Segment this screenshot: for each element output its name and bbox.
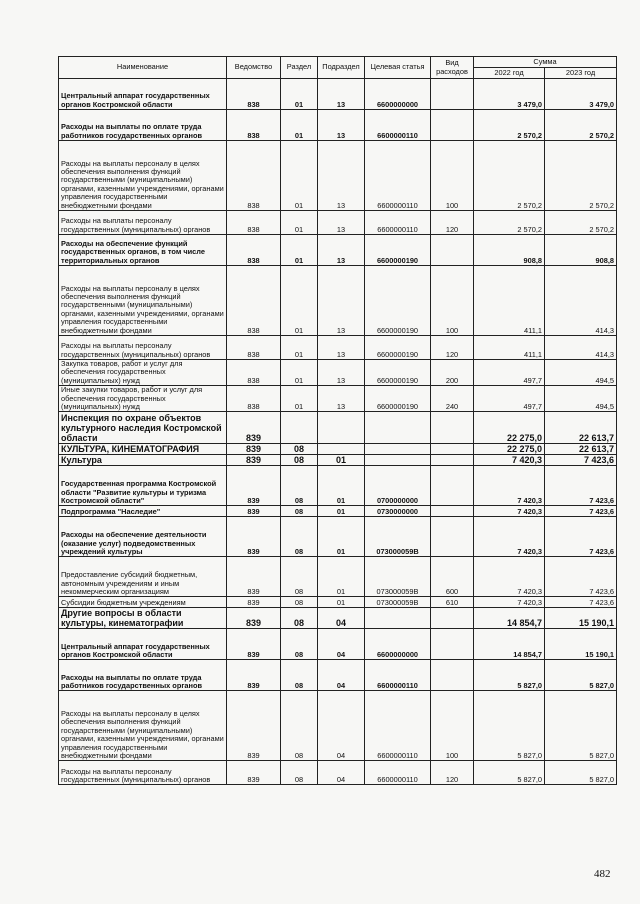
cell-sum-2023: 7 423,6: [545, 517, 617, 557]
cell-vedomstvo: 839: [227, 660, 281, 691]
cell-name: Центральный аппарат государственных органов Костромской области: [59, 629, 227, 660]
cell-sum-2023: 2 570,2: [545, 110, 617, 141]
cell-name: Расходы на выплаты персоналу в целях обеспечения выполнения функций государственными (муниципальными) органами, казенными учреждениями, органами управления государственными внебюджетными фондами: [59, 141, 227, 211]
cell-name: Предоставление субсидий бюджетным, автономным учреждениям и иным некоммерческим организациям: [59, 557, 227, 597]
cell-name: Иные закупки товаров, работ и услуг для обеспечения государственных (муниципальных) нужд: [59, 386, 227, 412]
cell-sum-2023: 5 827,0: [545, 660, 617, 691]
budget-table: [58, 56, 617, 785]
cell-podrazdel: 13: [318, 211, 365, 235]
cell-sum-2023: 22 613,7: [545, 412, 617, 444]
cell-sum-2023: 3 479,0: [545, 79, 617, 110]
cell-vedomstvo: 839: [227, 597, 281, 608]
header-year-2023: 2023 год: [545, 68, 617, 79]
table-row: [59, 455, 617, 466]
cell-sum-2022: 7 420,3: [474, 455, 545, 466]
header-podrazdel: Подраздел: [318, 57, 365, 79]
cell-sum-2022: 497,7: [474, 360, 545, 386]
cell-podrazdel: 13: [318, 336, 365, 360]
cell-sum-2022: 7 420,3: [474, 466, 545, 506]
cell-sum-2023: 15 190,1: [545, 608, 617, 629]
page-number: 482: [594, 868, 611, 880]
cell-celevaya-statya: 073000059В: [365, 517, 431, 557]
cell-name: Культура: [59, 455, 227, 466]
cell-name: Государственная программа Костромской области "Развитие культуры и туризма Костромской области": [59, 466, 227, 506]
cell-celevaya-statya: 073000059В: [365, 557, 431, 597]
table-row: [59, 608, 617, 629]
cell-celevaya-statya: 6600000190: [365, 386, 431, 412]
table-row: [59, 506, 617, 517]
table-row: [59, 386, 617, 412]
cell-vid-rashodov: 240: [431, 386, 474, 412]
cell-celevaya-statya: [365, 412, 431, 444]
cell-vid-rashodov: [431, 79, 474, 110]
cell-razdel: 08: [281, 455, 318, 466]
table-row: [59, 141, 617, 211]
cell-celevaya-statya: 6600000110: [365, 141, 431, 211]
cell-celevaya-statya: [365, 608, 431, 629]
cell-sum-2023: 5 827,0: [545, 761, 617, 785]
cell-vedomstvo: 838: [227, 336, 281, 360]
cell-name: Расходы на выплаты по оплате труда работников государственных органов: [59, 660, 227, 691]
cell-sum-2022: 3 479,0: [474, 79, 545, 110]
cell-celevaya-statya: 6600000110: [365, 761, 431, 785]
cell-sum-2022: 14 854,7: [474, 608, 545, 629]
header-razdel: Раздел: [281, 57, 318, 79]
cell-name: Расходы на выплаты по оплате труда работников государственных органов: [59, 110, 227, 141]
table-row: [59, 79, 617, 110]
cell-podrazdel: [318, 444, 365, 455]
cell-vedomstvo: 839: [227, 506, 281, 517]
cell-podrazdel: 13: [318, 79, 365, 110]
cell-vedomstvo: 839: [227, 455, 281, 466]
cell-podrazdel: [318, 412, 365, 444]
cell-vid-rashodov: 200: [431, 360, 474, 386]
cell-sum-2023: 15 190,1: [545, 629, 617, 660]
cell-name: Расходы на обеспечение деятельности (оказание услуг) подведомственных учреждений культуры: [59, 517, 227, 557]
cell-podrazdel: 01: [318, 466, 365, 506]
header-year-2022: 2022 год: [474, 68, 545, 79]
cell-vedomstvo: 838: [227, 266, 281, 336]
cell-sum-2023: 22 613,7: [545, 444, 617, 455]
cell-celevaya-statya: 0700000000: [365, 466, 431, 506]
cell-vedomstvo: 838: [227, 386, 281, 412]
cell-podrazdel: 01: [318, 455, 365, 466]
cell-celevaya-statya: 6600000000: [365, 629, 431, 660]
cell-vid-rashodov: [431, 517, 474, 557]
cell-podrazdel: 04: [318, 761, 365, 785]
cell-sum-2022: 5 827,0: [474, 660, 545, 691]
cell-razdel: 08: [281, 597, 318, 608]
cell-podrazdel: 13: [318, 266, 365, 336]
cell-vid-rashodov: [431, 629, 474, 660]
table-row: [59, 517, 617, 557]
cell-podrazdel: 04: [318, 691, 365, 761]
cell-sum-2023: 494,5: [545, 360, 617, 386]
cell-celevaya-statya: 6600000190: [365, 235, 431, 266]
cell-vid-rashodov: 120: [431, 211, 474, 235]
header-celevaya-statya: Целевая статья: [365, 57, 431, 79]
cell-celevaya-statya: 6600000110: [365, 660, 431, 691]
table-row: [59, 336, 617, 360]
cell-sum-2022: 2 570,2: [474, 110, 545, 141]
cell-podrazdel: 04: [318, 660, 365, 691]
cell-celevaya-statya: [365, 444, 431, 455]
cell-sum-2022: 22 275,0: [474, 444, 545, 455]
table-row: [59, 597, 617, 608]
cell-celevaya-statya: 6600000190: [365, 266, 431, 336]
cell-vid-rashodov: 600: [431, 557, 474, 597]
cell-sum-2022: 2 570,2: [474, 211, 545, 235]
table-row: [59, 629, 617, 660]
cell-podrazdel: 01: [318, 557, 365, 597]
cell-podrazdel: 13: [318, 235, 365, 266]
cell-sum-2022: 411,1: [474, 336, 545, 360]
cell-vid-rashodov: [431, 466, 474, 506]
table-row: [59, 235, 617, 266]
table-row: [59, 761, 617, 785]
cell-name: Инспекция по охране объектов культурного наследия Костромской области: [59, 412, 227, 444]
cell-celevaya-statya: 6600000190: [365, 336, 431, 360]
cell-podrazdel: 13: [318, 360, 365, 386]
cell-celevaya-statya: 0730000000: [365, 506, 431, 517]
cell-vedomstvo: 839: [227, 517, 281, 557]
cell-sum-2022: 411,1: [474, 266, 545, 336]
cell-sum-2023: 494,5: [545, 386, 617, 412]
cell-name: Закупка товаров, работ и услуг для обеспечения государственных (муниципальных) нужд: [59, 360, 227, 386]
cell-name: Другие вопросы в области культуры, кинематографии: [59, 608, 227, 629]
cell-vedomstvo: 838: [227, 110, 281, 141]
table-row: [59, 660, 617, 691]
cell-podrazdel: 01: [318, 517, 365, 557]
cell-vid-rashodov: 100: [431, 141, 474, 211]
cell-razdel: 01: [281, 266, 318, 336]
cell-celevaya-statya: 6600000110: [365, 691, 431, 761]
cell-sum-2022: 908,8: [474, 235, 545, 266]
table-row: [59, 691, 617, 761]
cell-podrazdel: 04: [318, 608, 365, 629]
table-body: [59, 79, 617, 785]
cell-razdel: 08: [281, 761, 318, 785]
cell-sum-2023: 7 423,6: [545, 557, 617, 597]
table-row: [59, 444, 617, 455]
cell-sum-2022: 22 275,0: [474, 412, 545, 444]
cell-name: Расходы на выплаты персоналу в целях обеспечения выполнения функций государственными (муниципальными) органами, казенными учреждениями, органами управления государственными внебюджетными фондами: [59, 691, 227, 761]
cell-sum-2022: 2 570,2: [474, 141, 545, 211]
cell-razdel: 08: [281, 557, 318, 597]
cell-sum-2023: 7 423,6: [545, 506, 617, 517]
cell-sum-2022: 7 420,3: [474, 517, 545, 557]
cell-razdel: 01: [281, 235, 318, 266]
cell-sum-2022: 14 854,7: [474, 629, 545, 660]
cell-podrazdel: 04: [318, 629, 365, 660]
cell-sum-2023: 7 423,6: [545, 455, 617, 466]
cell-vid-rashodov: 120: [431, 761, 474, 785]
cell-razdel: 01: [281, 211, 318, 235]
cell-podrazdel: 13: [318, 141, 365, 211]
cell-vid-rashodov: [431, 110, 474, 141]
cell-razdel: 08: [281, 691, 318, 761]
cell-sum-2022: 7 420,3: [474, 597, 545, 608]
cell-name: Расходы на выплаты персоналу государственных (муниципальных) органов: [59, 761, 227, 785]
cell-vedomstvo: 839: [227, 557, 281, 597]
cell-podrazdel: 01: [318, 597, 365, 608]
header-vid-rashodov: Вид расходов: [431, 57, 474, 79]
cell-sum-2023: 2 570,2: [545, 141, 617, 211]
table-row: [59, 211, 617, 235]
cell-vedomstvo: 839: [227, 629, 281, 660]
cell-podrazdel: 13: [318, 386, 365, 412]
cell-vedomstvo: 839: [227, 761, 281, 785]
cell-razdel: 01: [281, 141, 318, 211]
cell-sum-2023: 908,8: [545, 235, 617, 266]
table-row: [59, 466, 617, 506]
cell-vid-rashodov: [431, 506, 474, 517]
cell-sum-2023: 7 423,6: [545, 597, 617, 608]
header-vedomstvo: Ведомство: [227, 57, 281, 79]
cell-razdel: 01: [281, 336, 318, 360]
cell-vid-rashodov: [431, 660, 474, 691]
cell-sum-2023: 2 570,2: [545, 211, 617, 235]
cell-razdel: 08: [281, 466, 318, 506]
cell-celevaya-statya: 6600000190: [365, 360, 431, 386]
cell-vedomstvo: 839: [227, 466, 281, 506]
cell-vid-rashodov: [431, 608, 474, 629]
cell-sum-2023: 414,3: [545, 336, 617, 360]
cell-vedomstvo: 839: [227, 691, 281, 761]
table-row: [59, 412, 617, 444]
cell-vid-rashodov: 610: [431, 597, 474, 608]
cell-name: Субсидии бюджетным учреждениям: [59, 597, 227, 608]
cell-name: Расходы на выплаты персоналу государственных (муниципальных) органов: [59, 211, 227, 235]
cell-vid-rashodov: 100: [431, 266, 474, 336]
cell-vedomstvo: 838: [227, 235, 281, 266]
cell-razdel: 08: [281, 629, 318, 660]
cell-razdel: 08: [281, 444, 318, 455]
cell-vedomstvo: 839: [227, 412, 281, 444]
cell-vedomstvo: 838: [227, 141, 281, 211]
cell-vedomstvo: 838: [227, 211, 281, 235]
cell-razdel: 08: [281, 506, 318, 517]
cell-celevaya-statya: 6600000000: [365, 79, 431, 110]
cell-sum-2023: 414,3: [545, 266, 617, 336]
cell-name: Центральный аппарат государственных органов Костромской области: [59, 79, 227, 110]
cell-vid-rashodov: 120: [431, 336, 474, 360]
cell-vid-rashodov: [431, 412, 474, 444]
cell-sum-2022: 5 827,0: [474, 761, 545, 785]
cell-razdel: 01: [281, 110, 318, 141]
cell-name: Расходы на обеспечение функций государственных органов, в том числе территориальных органов: [59, 235, 227, 266]
header-name: Наименование: [59, 57, 227, 79]
header-summa: Сумма: [474, 57, 617, 68]
cell-celevaya-statya: 6600000110: [365, 211, 431, 235]
cell-razdel: 08: [281, 660, 318, 691]
cell-name: Расходы на выплаты персоналу в целях обеспечения выполнения функций государственными (муниципальными) органами, казенными учреждениями, органами управления государственными внебюджетными фондами: [59, 266, 227, 336]
cell-vid-rashodov: [431, 235, 474, 266]
cell-celevaya-statya: 6600000110: [365, 110, 431, 141]
cell-sum-2023: 5 827,0: [545, 691, 617, 761]
cell-vid-rashodov: [431, 455, 474, 466]
table-row: [59, 360, 617, 386]
cell-celevaya-statya: 073000059В: [365, 597, 431, 608]
cell-podrazdel: 13: [318, 110, 365, 141]
cell-sum-2022: 7 420,3: [474, 557, 545, 597]
cell-razdel: 01: [281, 386, 318, 412]
table-row: [59, 266, 617, 336]
cell-sum-2023: 7 423,6: [545, 466, 617, 506]
cell-vedomstvo: 838: [227, 79, 281, 110]
cell-vid-rashodov: 100: [431, 691, 474, 761]
cell-sum-2022: 497,7: [474, 386, 545, 412]
cell-razdel: 01: [281, 360, 318, 386]
cell-name: КУЛЬТУРА, КИНЕМАТОГРАФИЯ: [59, 444, 227, 455]
cell-razdel: [281, 412, 318, 444]
cell-razdel: 08: [281, 517, 318, 557]
cell-name: Подпрограмма "Наследие": [59, 506, 227, 517]
cell-sum-2022: 5 827,0: [474, 691, 545, 761]
table-row: [59, 557, 617, 597]
cell-vid-rashodov: [431, 444, 474, 455]
cell-name: Расходы на выплаты персоналу государственных (муниципальных) органов: [59, 336, 227, 360]
table-row: [59, 110, 617, 141]
cell-razdel: 01: [281, 79, 318, 110]
cell-celevaya-statya: [365, 455, 431, 466]
cell-vedomstvo: 839: [227, 444, 281, 455]
cell-podrazdel: 01: [318, 506, 365, 517]
cell-vedomstvo: 839: [227, 608, 281, 629]
cell-razdel: 08: [281, 608, 318, 629]
cell-sum-2022: 7 420,3: [474, 506, 545, 517]
cell-vedomstvo: 838: [227, 360, 281, 386]
